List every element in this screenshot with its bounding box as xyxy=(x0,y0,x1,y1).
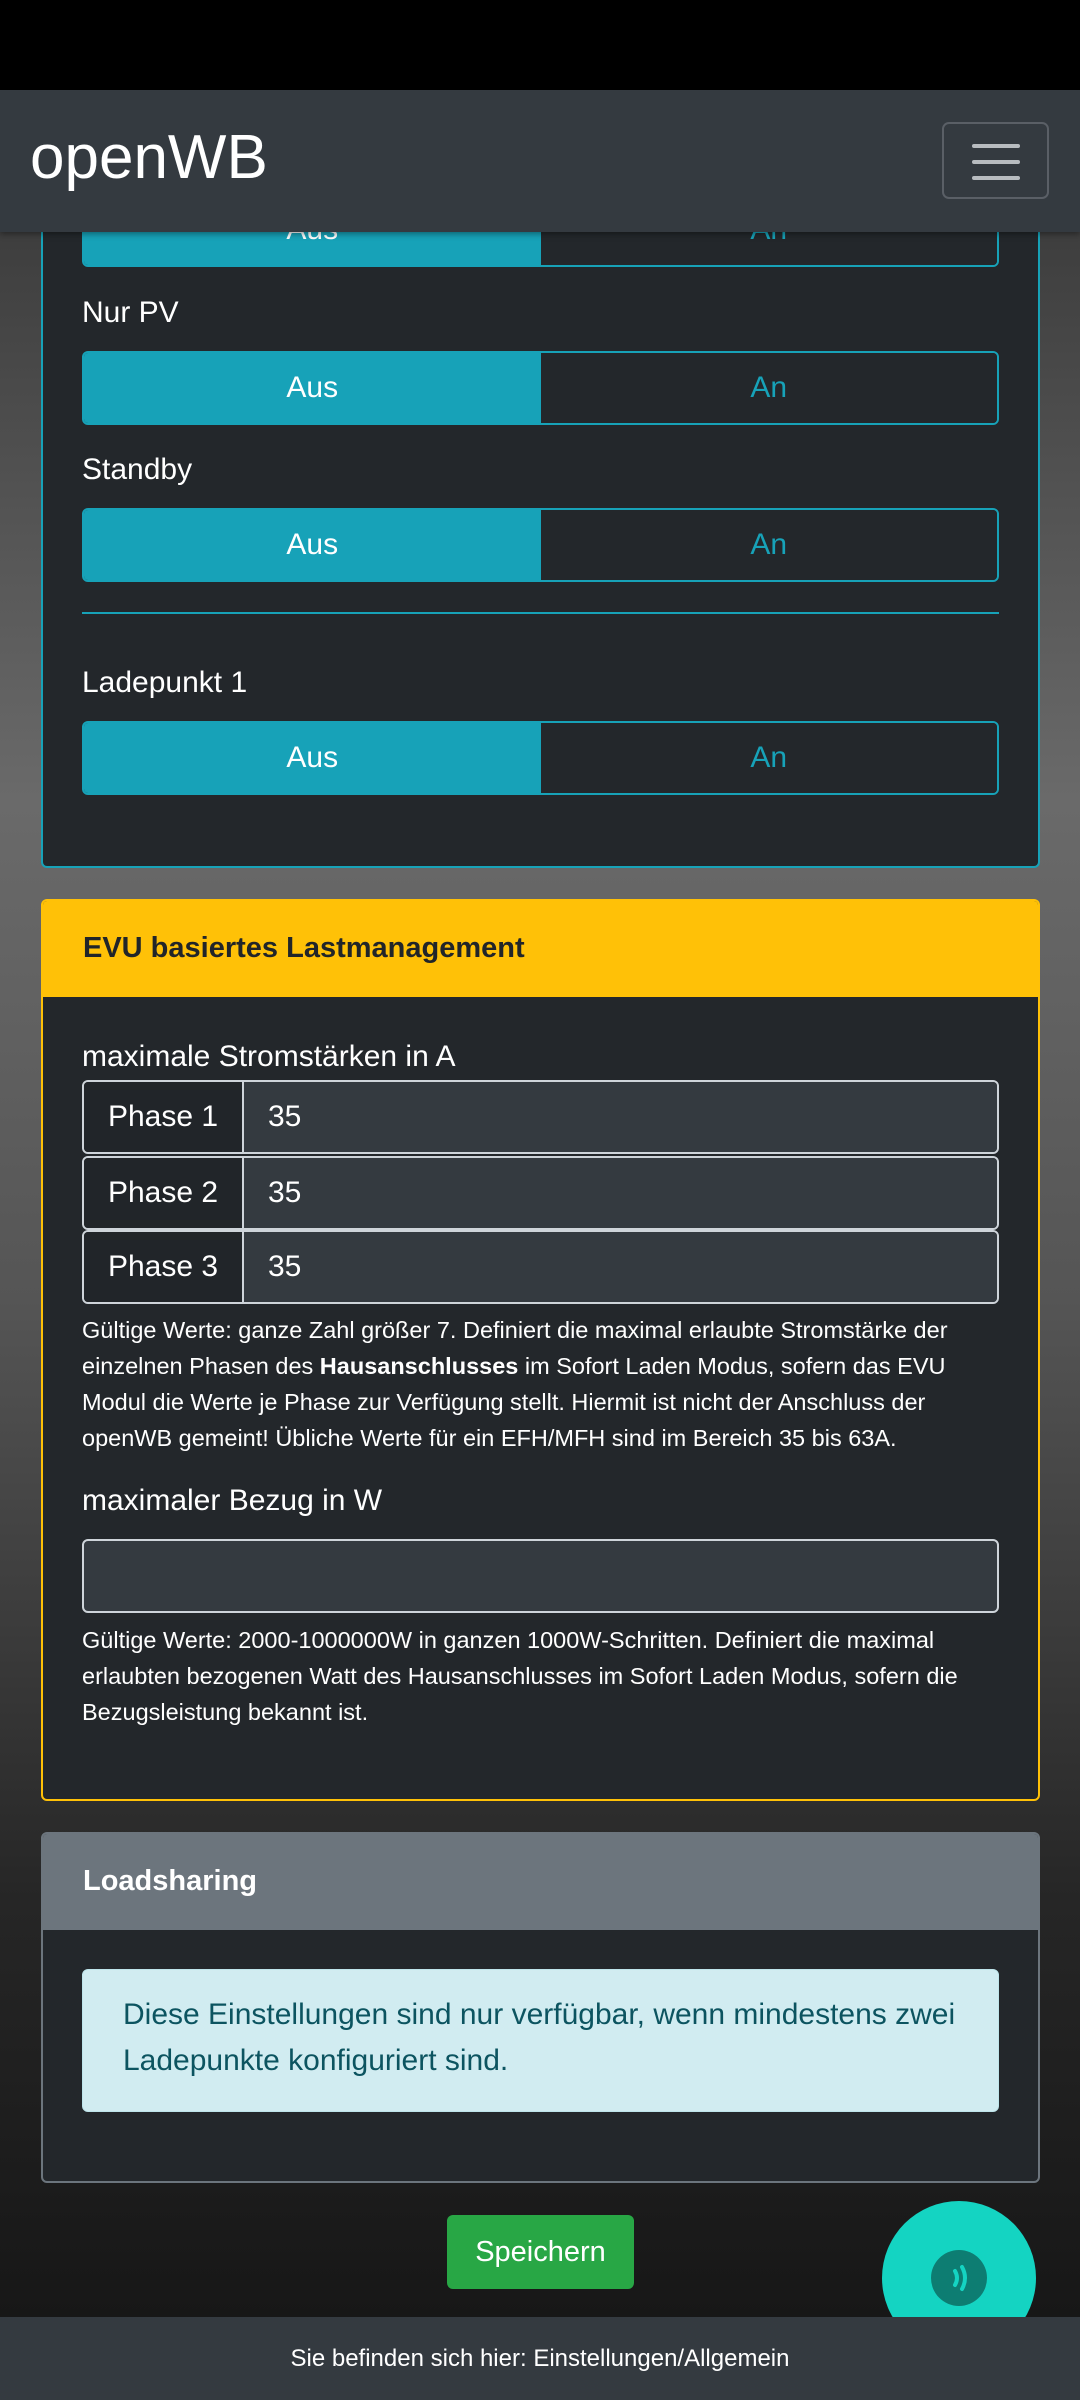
phase-2-input[interactable]: 35 xyxy=(244,1158,997,1228)
max-current-label: maximale Stromstärken in A xyxy=(82,1040,456,1073)
nur-pv-on-button[interactable]: An xyxy=(541,353,998,423)
menu-toggle-button[interactable] xyxy=(942,122,1049,199)
phase-2-label: Phase 2 xyxy=(84,1158,244,1228)
toggle-standby xyxy=(82,508,999,582)
status-bar xyxy=(0,0,1080,90)
speaker-waves-icon xyxy=(931,2250,987,2306)
nur-pv-off-button[interactable]: Aus xyxy=(84,353,541,423)
location-footer: Sie befinden sich hier: Einstellungen/Allgemein xyxy=(0,2317,1080,2400)
hamburger-icon xyxy=(972,144,1020,148)
toggle-ladepunkt-1 xyxy=(82,721,999,795)
nur-pv-label: Nur PV xyxy=(82,296,179,329)
phase-3-input-group xyxy=(82,1230,999,1304)
phase-1-input-group xyxy=(82,1080,999,1154)
power-help-text: Gültige Werte: 2000-1000000W in ganzen 1000W-Schritten. Definiert die maximal erlaubten bezogenen Watt des Hausanschlusses im Sofort Laden Modus, sofern die Bezugsleistung bekannt ist. xyxy=(82,1627,958,1725)
phase-1-input[interactable]: 35 xyxy=(244,1082,997,1152)
navbar xyxy=(0,90,1080,232)
brand-logo[interactable]: openWB xyxy=(30,123,268,192)
standby-off-button[interactable]: Aus xyxy=(84,510,541,580)
standby-on-button[interactable]: An xyxy=(541,510,998,580)
toggle-nur-pv xyxy=(82,351,999,425)
ladepunkt-1-off-button[interactable]: Aus xyxy=(84,723,541,793)
phase-2-input-group xyxy=(82,1156,999,1230)
phase-1-label: Phase 1 xyxy=(84,1082,244,1152)
phase-3-label: Phase 3 xyxy=(84,1232,244,1302)
max-power-label: maximaler Bezug in W xyxy=(82,1484,383,1517)
max-power-input[interactable] xyxy=(82,1539,999,1613)
divider xyxy=(82,612,999,614)
phase-3-input[interactable]: 35 xyxy=(244,1232,997,1302)
ladepunkt-1-label: Ladepunkt 1 xyxy=(82,666,248,699)
ladepunkt-1-on-button[interactable]: An xyxy=(541,723,998,793)
loadsharing-info-alert: Diese Einstellungen sind nur verfügbar, wenn mindestens zwei Ladepunkte konfiguriert sind. xyxy=(82,1969,999,2112)
standby-label: Standby xyxy=(82,453,193,486)
loadsharing-card-title: Loadsharing xyxy=(43,1834,1038,1930)
save-button[interactable]: Speichern xyxy=(447,2215,634,2289)
evu-card-title: EVU basiertes Lastmanagement xyxy=(43,901,1038,997)
current-help-text: Gültige Werte: ganze Zahl größer 7. Definiert die maximal erlaubte Stromstärke der einzelnen Phasen des Hausanschlusses im Sofort Laden Modus, sofern das EVU Modul die Werte je Phase zur Verfügung stellt. Hiermit ist nicht der Anschluss der openWB gemeint! Übliche Werte für ein EFH/MFH sind im Bereich 35 bis 63A. xyxy=(82,1317,948,1451)
